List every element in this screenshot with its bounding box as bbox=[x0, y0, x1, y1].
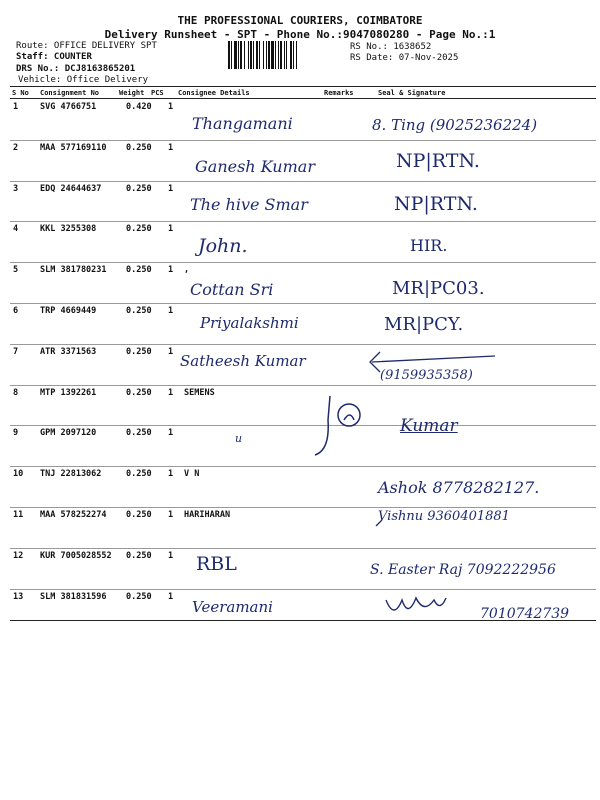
col-weight: Weight bbox=[119, 89, 145, 97]
rs-date: RS Date: 07-Nov-2025 bbox=[350, 53, 459, 63]
handwritten-seal-5: MR|PC03. bbox=[392, 278, 485, 299]
handwritten-seal-11: Vishnu 9360401881 bbox=[378, 509, 510, 524]
handwritten-name-1: Thangamani bbox=[192, 114, 293, 133]
handwritten-name-6: Priyalakshmi bbox=[200, 314, 299, 332]
row-sno: 1 bbox=[13, 102, 19, 112]
row-weight: 0.250 bbox=[126, 265, 152, 276]
row-consignee: , bbox=[184, 265, 190, 276]
row-weight: 0.250 bbox=[126, 469, 152, 480]
col-sno: S No bbox=[12, 89, 29, 97]
handwritten-name-7: Satheesh Kumar bbox=[180, 352, 306, 370]
row-weight: 0.250 bbox=[126, 346, 152, 357]
handwritten-seal-6: MR|PCY. bbox=[384, 314, 464, 335]
handwritten-seal-13: 7010742739 bbox=[480, 606, 570, 622]
signature-row8-loop bbox=[338, 404, 360, 426]
row-consignment-no: GPM 2097120 bbox=[40, 428, 97, 439]
row-weight: 0.250 bbox=[126, 142, 152, 153]
row-consignment-no: EDQ 24644637 bbox=[40, 183, 102, 194]
col-pcs: PCS bbox=[151, 89, 164, 97]
signature-row7-arrow bbox=[370, 352, 495, 372]
row-sno: 4 bbox=[13, 224, 19, 235]
row-pcs: 1 bbox=[168, 510, 174, 520]
handwritten-name-5: Cottan Sri bbox=[190, 280, 274, 299]
row-weight: 0.420 bbox=[126, 102, 152, 112]
handwritten-seal-2: NP|RTN. bbox=[396, 150, 480, 172]
row-pcs: 1 bbox=[168, 428, 174, 439]
handwritten-seal-4: HIR. bbox=[410, 236, 448, 255]
row-pcs: 1 bbox=[168, 102, 174, 112]
row-consignee: HARIHARAN bbox=[184, 510, 231, 520]
row-sno: 2 bbox=[13, 142, 19, 153]
row-consignment-no: SLM 381780231 bbox=[40, 265, 107, 276]
row-consignment-no: KKL 3255308 bbox=[40, 224, 97, 235]
row-sno: 11 bbox=[13, 510, 24, 520]
row-consignment-no: ATR 3371563 bbox=[40, 346, 97, 357]
row-consignment-no: TRP 4669449 bbox=[40, 306, 97, 316]
handwritten-name-3: The hive Smar bbox=[190, 195, 308, 214]
row-weight: 0.250 bbox=[126, 510, 152, 520]
handwritten-name-2: Ganesh Kumar bbox=[195, 157, 315, 176]
row-pcs: 1 bbox=[168, 224, 174, 235]
col-seal: Seal & Signature bbox=[378, 89, 446, 97]
handwritten-seal-9: Kumar bbox=[400, 416, 458, 436]
drs-number: DRS No.: DCJ8163865201 bbox=[16, 64, 136, 74]
row-weight: 0.250 bbox=[126, 387, 152, 398]
row-sno: 8 bbox=[13, 387, 19, 398]
row-pcs: 1 bbox=[168, 387, 174, 398]
signature-row13-scribble bbox=[386, 598, 446, 610]
row-sno: 3 bbox=[13, 183, 19, 194]
row-consignment-no: MTP 1392261 bbox=[40, 387, 97, 398]
row-pcs: 1 bbox=[168, 142, 174, 153]
row-weight: 0.250 bbox=[126, 428, 152, 439]
col-consignment: Consignment No bbox=[40, 89, 100, 97]
row-sno: 12 bbox=[13, 550, 24, 561]
signature-row11-check bbox=[376, 520, 382, 526]
row-consignment-no: MAA 578252274 bbox=[40, 510, 107, 520]
row-consignment-no: KUR 7005028552 bbox=[40, 550, 112, 561]
vehicle-label: Vehicle: Office Delivery bbox=[18, 75, 149, 85]
col-remarks: Remarks bbox=[324, 89, 354, 97]
runsheet-subtitle: Delivery Runsheet - SPT - Phone No.:9047080280 - Page No.:1 bbox=[104, 28, 496, 41]
row-sno: 9 bbox=[13, 428, 19, 439]
handwritten-seal-3: NP|RTN. bbox=[394, 193, 478, 215]
row-pcs: 1 bbox=[168, 183, 174, 194]
route-label: Route: OFFICE DELIVERY SPT bbox=[16, 41, 157, 51]
staff-label: Staff: COUNTER bbox=[16, 52, 92, 62]
handwritten-seal-12: S. Easter Raj 7092222956 bbox=[370, 562, 556, 578]
signature-row8-stroke bbox=[315, 396, 330, 455]
row-consignee: SEMENS bbox=[184, 387, 215, 398]
col-consignee: Consignee Details bbox=[178, 89, 250, 97]
company-title: THE PROFESSIONAL COURIERS, COIMBATORE bbox=[177, 14, 423, 27]
handwritten-name-12: RBL bbox=[196, 553, 237, 575]
rs-number: RS No.: 1638652 bbox=[350, 42, 432, 52]
row-sno: 13 bbox=[13, 591, 24, 602]
handwritten-seal-1: 8. Ting (9025236224) bbox=[372, 116, 538, 134]
handwritten-seal-10: Ashok 8778282127. bbox=[378, 478, 540, 497]
row-consignee: V N bbox=[184, 469, 200, 480]
row-sno: 5 bbox=[13, 265, 19, 276]
row-sno: 10 bbox=[13, 469, 24, 480]
handwritten-seal-7: (9159935358) bbox=[380, 368, 473, 383]
row-weight: 0.250 bbox=[126, 591, 152, 602]
row-pcs: 1 bbox=[168, 306, 174, 316]
row-weight: 0.250 bbox=[126, 306, 152, 316]
row-sno: 6 bbox=[13, 306, 19, 316]
row-pcs: 1 bbox=[168, 591, 174, 602]
handwritten-name-4: John. bbox=[198, 235, 248, 257]
row-sno: 7 bbox=[13, 346, 19, 357]
row-pcs: 1 bbox=[168, 469, 174, 480]
row-pcs: 1 bbox=[168, 346, 174, 357]
row-pcs: 1 bbox=[168, 550, 174, 561]
row-consignment-no: TNJ 22813062 bbox=[40, 469, 102, 480]
handwritten-name-13: Veeramani bbox=[192, 598, 273, 616]
row-weight: 0.250 bbox=[126, 550, 152, 561]
row-pcs: 1 bbox=[168, 265, 174, 276]
row-consignment-no: MAA 577169110 bbox=[40, 142, 107, 153]
row-weight: 0.250 bbox=[126, 224, 152, 235]
row-consignment-no: SLM 381831596 bbox=[40, 591, 107, 602]
row-consignment-no: SVG 4766751 bbox=[40, 102, 97, 112]
handwritten-name-9: u bbox=[235, 432, 243, 445]
row-weight: 0.250 bbox=[126, 183, 152, 194]
